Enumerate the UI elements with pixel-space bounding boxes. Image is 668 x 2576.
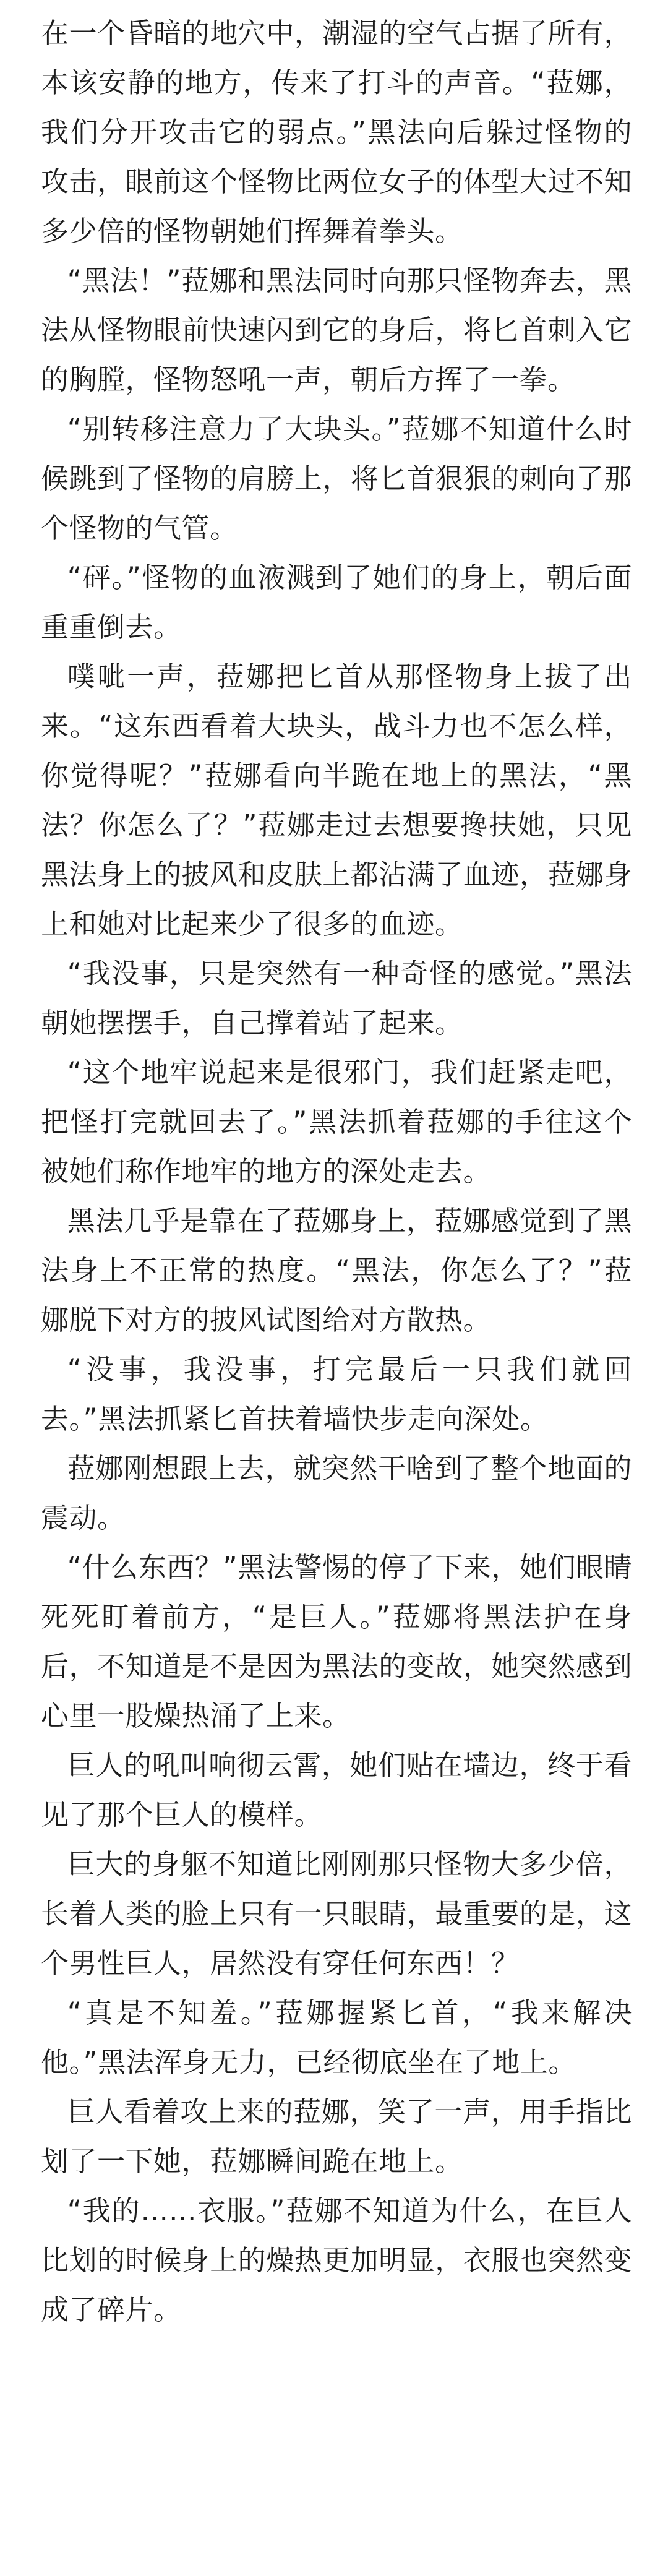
paragraph: “没事，我没事，打完最后一只我们就回去。”黑法抓紧匕首扶着墙快步走向深处。: [41, 1353, 632, 1435]
paragraph: “黑法！”菈娜和黑法同时向那只怪物奔去，黑法从怪物眼前快速闪到它的身后，将匕首刺入它的胸膛，怪物怒吼一声，朝后方挥了一拳。: [41, 264, 632, 396]
paragraph: “我没事，只是突然有一种奇怪的感觉。”黑法朝她摆摆手，自己撑着站了起来。: [41, 957, 632, 1039]
paragraph: 在一个昏暗的地穴中，潮湿的空气占据了所有，本该安静的地方，传来了打斗的声音。“菈娜，我们分开攻击它的弱点。”黑法向后躲过怪物的攻击，眼前这个怪物比两位女子的体型大过不知多少倍的怪物朝她们挥舞着拳头。: [41, 17, 632, 247]
paragraph: “别转移注意力了大块头。”菈娜不知道什么时候跳到了怪物的肩膀上，将匕首狠狠的刺向了那个怪物的气管。: [41, 413, 632, 544]
paragraph: “这个地牢说起来是很邪门，我们赶紧走吧，把怪打完就回去了。”黑法抓着菈娜的手往这个被她们称作地牢的地方的深处走去。: [41, 1056, 632, 1188]
paragraph: 巨大的身躯不知道比刚刚那只怪物大多少倍，长着人类的脸上只有一只眼睛，最重要的是，这个男性巨人，居然没有穿任何东西！？: [41, 1848, 632, 1980]
paragraph: 黑法几乎是靠在了菈娜身上，菈娜感觉到了黑法身上不正常的热度。“黑法，你怎么了？”菈娜脱下对方的披风试图给对方散热。: [41, 1204, 632, 1336]
paragraph: 噗呲一声，菈娜把匕首从那怪物身上拔了出来。“这东西看着大块头，战斗力也不怎么样，你觉得呢？”菈娜看向半跪在地上的黑法，“黑法？你怎么了？”菈娜走过去想要搀扶她，只见黑法身上的披风和皮肤上都沾满了血迹，菈娜身上和她对比起来少了很多的血迹。: [41, 660, 632, 940]
paragraph: “什么东西？”黑法警惕的停了下来，她们眼睛死死盯着前方，“是巨人。”菈娜将黑法护在身后，不知道是不是因为黑法的变故，她突然感到心里一股燥热涌了上来。: [41, 1551, 632, 1732]
paragraph: 巨人的吼叫响彻云霄，她们贴在墙边，终于看见了那个巨人的模样。: [41, 1749, 632, 1831]
paragraph: “砰。”怪物的血液溅到了她们的身上，朝后面重重倒去。: [41, 561, 632, 643]
paragraph: “真是不知羞。”菈娜握紧匕首，“我来解决他。”黑法浑身无力，已经彻底坐在了地上。: [41, 1996, 632, 2079]
paragraph: “我的……衣服。”菈娜不知道为什么，在巨人比划的时候身上的燥热更加明显，衣服也突然变成了碎片。: [41, 2194, 632, 2326]
paragraph: 巨人看着攻上来的菈娜，笑了一声，用手指比划了一下她，菈娜瞬间跪在地上。: [41, 2095, 632, 2178]
paragraph: 菈娜刚想跟上去，就突然干啥到了整个地面的震动。: [41, 1452, 632, 1534]
